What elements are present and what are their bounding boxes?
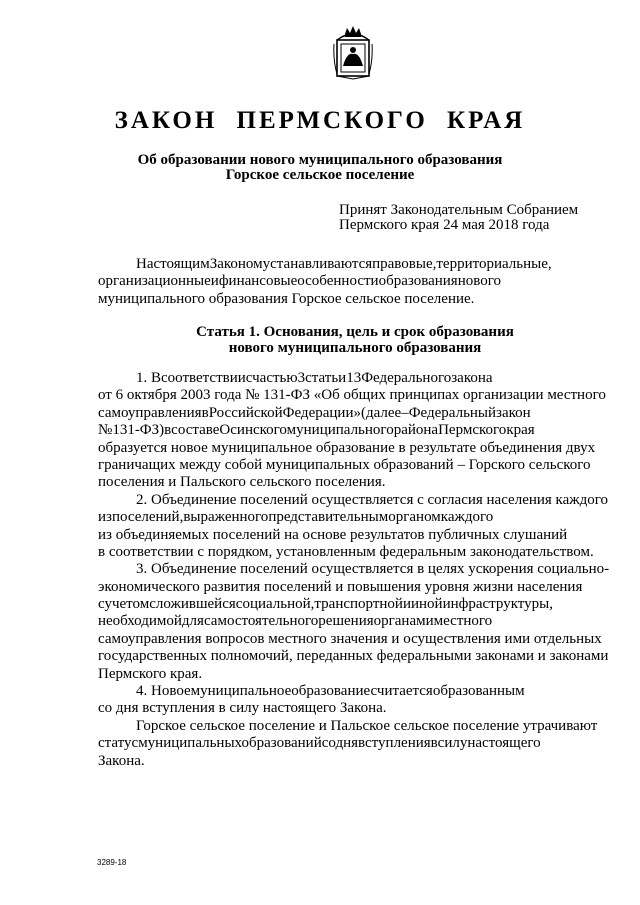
text-line (98, 579, 612, 596)
adoption-line: Пермского края 24 мая 2018 года (339, 217, 550, 233)
word: в (164, 422, 172, 439)
word: необходимой (98, 613, 182, 630)
word: Российской (208, 404, 283, 421)
word: считается (370, 683, 433, 700)
paragraph (98, 370, 612, 492)
article-1-title (98, 324, 612, 356)
document-code: 3289-18 (97, 858, 127, 867)
word: края (506, 422, 535, 439)
word: правовые, (372, 256, 437, 272)
text-line (98, 370, 612, 387)
article-title-line: Статья 1. Основания, цель и срок образования (196, 324, 514, 340)
perm-krai-coat-of-arms-emblem (333, 24, 373, 80)
law-title: ЗАКОН ПЕРМСКОГО КРАЯ (114, 107, 526, 134)
word: решения (318, 613, 374, 630)
text-line (98, 561, 612, 578)
text-line (98, 440, 612, 457)
word: иной (410, 596, 443, 613)
word: со (321, 735, 336, 752)
word: составе (171, 422, 220, 439)
paragraph (98, 718, 612, 770)
word: 13 (346, 370, 362, 386)
word: особенности (297, 273, 379, 290)
word: устанавливаются (262, 256, 373, 272)
text-line (98, 648, 612, 665)
text-line (98, 544, 612, 561)
word: для (181, 613, 204, 630)
word: 131-ФЗ) (112, 422, 165, 439)
word: самоуправления (98, 404, 202, 421)
word: соответствии (161, 370, 246, 386)
word: самостоятельного (203, 613, 319, 630)
word: 3 (297, 370, 306, 386)
text-line (98, 387, 612, 404)
word: представительным (268, 509, 389, 526)
word: Пермского края. (98, 665, 203, 682)
word: – (401, 404, 409, 421)
word: органами (373, 613, 434, 630)
word: образованным (432, 683, 525, 700)
word: с (98, 596, 105, 613)
adoption-line: Принят Законодательным Собранием (339, 202, 579, 218)
word: выраженного (183, 509, 269, 526)
subtitle-line: Горское сельское поселение (225, 167, 415, 183)
word: Настоящим (136, 256, 210, 272)
paragraph (98, 561, 612, 683)
word: и (402, 596, 411, 613)
word: Горское сельское поселение и Пальское сельское поселение утрачивают (136, 717, 598, 734)
word: поселений, (111, 509, 184, 526)
word: каждого (440, 509, 494, 526)
paragraph (98, 683, 612, 718)
word: № (98, 422, 113, 439)
word: в (430, 735, 438, 752)
word: из (98, 509, 112, 526)
text-line (98, 422, 612, 439)
word: муниципального образования Горское сельское поселение. (98, 290, 475, 307)
text-line (98, 596, 612, 613)
word: 3. Объединение поселений осуществляется в целях ускорения социально- (136, 561, 610, 578)
word: образования (378, 273, 458, 290)
article-title-line: нового муниципального образования (228, 340, 482, 356)
word: с (245, 370, 253, 386)
word: местного (433, 613, 493, 630)
text-line (98, 256, 612, 273)
word: финансовые (218, 273, 298, 290)
text-line (98, 509, 612, 526)
intro-paragraph (98, 256, 612, 308)
word: Законом (209, 256, 263, 272)
word: (далее (360, 404, 402, 421)
word: образуется новое муниципальное образование в результате объединения двух (98, 439, 596, 456)
paragraph (98, 492, 612, 562)
word: вступления (358, 735, 431, 752)
word: района (393, 422, 439, 439)
word: сложившейся (149, 596, 236, 613)
word: статус (98, 735, 139, 752)
word: территориальные, (436, 256, 552, 272)
word: 1. В (136, 370, 162, 386)
word: Федерации» (282, 404, 361, 421)
text-line (98, 527, 612, 544)
word: частью (252, 370, 298, 386)
law-subtitle (100, 153, 540, 183)
text-line (98, 405, 612, 422)
word: органом (388, 509, 441, 526)
paragraph (98, 256, 612, 308)
word: учетом (104, 596, 150, 613)
word: статьи (305, 370, 347, 386)
word: в соответствии с порядком, установленным федеральным законодательством. (98, 543, 594, 560)
text-line (98, 735, 612, 752)
word: муниципальное (190, 683, 292, 700)
word: образований (241, 735, 322, 752)
word: самоуправления вопросов местного значения и осуществления ими отдельных (98, 630, 602, 647)
article-1-body (98, 370, 612, 770)
adoption-note (339, 203, 578, 233)
word: организационные (98, 273, 211, 290)
word: дня (335, 735, 359, 752)
word: граничащих между собой муниципальных образований – Горского сельского (98, 456, 591, 473)
word: поселения и Пальского сельского поселения. (98, 474, 386, 491)
word: муниципальных (138, 735, 242, 752)
text-line (98, 753, 612, 770)
word: нового (457, 273, 501, 290)
text-line (98, 700, 612, 717)
text-line (98, 474, 612, 491)
word: Федерального (361, 370, 452, 386)
text-line (98, 492, 612, 509)
text-line (98, 273, 612, 290)
subtitle-line: Об образовании нового муниципального образования (137, 152, 503, 168)
word: Закона. (98, 752, 145, 769)
word: государственных полномочий, переданных федеральными законами и законами (98, 648, 609, 665)
text-line (98, 718, 612, 735)
word: от 6 октября 2003 года № 131-ФЗ «Об общих принципах организации местного (98, 387, 606, 404)
word: силу (437, 735, 468, 752)
word: в (201, 404, 209, 421)
text-line (98, 457, 612, 474)
word: закона (451, 370, 493, 386)
text-line (98, 683, 612, 700)
word: образование (291, 683, 371, 700)
word: Федеральный (408, 404, 497, 421)
text-line (98, 613, 612, 630)
word: из объединяемых поселений на основе результатов публичных слушаний (98, 526, 568, 543)
word: Осинского (219, 422, 287, 439)
word: 2. Объединение поселений осуществляется с согласия населения каждого (136, 491, 609, 508)
text-line (98, 291, 612, 308)
text-line (98, 666, 612, 683)
word: со дня вступления в силу настоящего Закона. (98, 700, 387, 717)
word: Пермского (438, 422, 507, 439)
word: экономического развития поселений и повышения уровня жизни населения (98, 578, 583, 595)
text-line (98, 631, 612, 648)
word: транспортной (314, 596, 403, 613)
word: инфраструктуры, (442, 596, 553, 613)
word: закон (496, 404, 531, 421)
word: настоящего (467, 735, 541, 752)
word: 4. Новое (136, 683, 191, 700)
word: и (210, 273, 219, 290)
word: социальной, (235, 596, 315, 613)
word: муниципального (286, 422, 394, 439)
